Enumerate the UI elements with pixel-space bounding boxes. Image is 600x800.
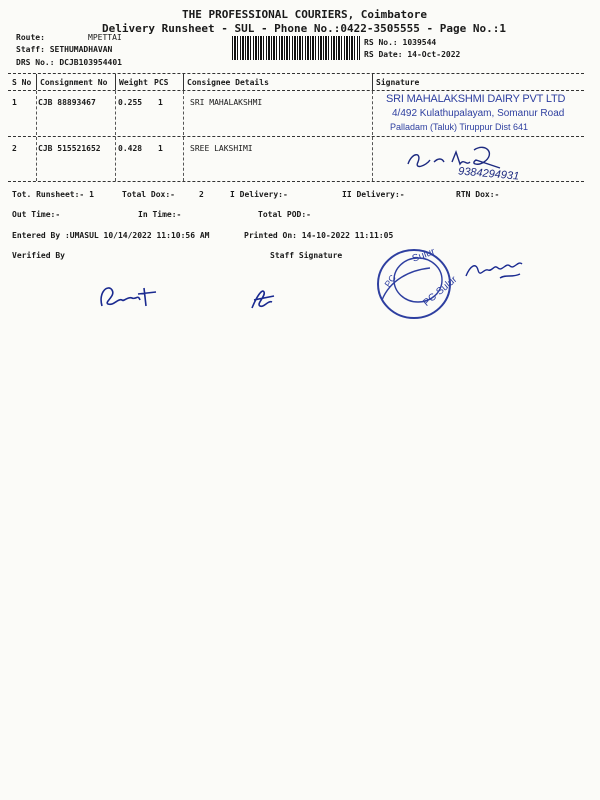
runsheet-subtitle: Delivery Runsheet - SUL - Phone No.:0422-3505555 - Page No.:1 [102,22,506,35]
total-runsheet: Tot. Runsheet:- 1 [12,190,94,199]
ii-delivery: II Delivery:- [342,190,405,199]
row1-weight: 0.255 [118,98,143,107]
rtn-dox: RTN Dox:- [456,190,500,199]
seal-bottom-text: PC-Sulur [421,274,460,309]
col-divider [183,91,184,181]
row2-consignment: CJB 515521652 [38,144,101,153]
staff-name: Staff: SETHUMADHAVAN [16,45,113,54]
col-divider [36,91,37,181]
stamp-address: 4/492 Kulathupalayam, Somanur Road [392,108,565,119]
col-divider [372,74,373,90]
col-divider [115,74,116,90]
rs-number: RS No.: 1039544 [364,38,437,47]
total-dox-label: Total Dox:- [122,190,175,199]
handwritten-phone: 9384294931 [457,165,520,183]
in-time: In Time:- [138,210,182,219]
row2-consignee: SREE LAKSHIMI [190,144,253,153]
seal-signature [460,252,530,286]
col-header-consignee: Consignee Details [187,78,269,87]
total-dox-value: 2 [199,190,204,199]
seal-left-text: PC [382,273,398,289]
col-header-pcs: PCS [154,78,169,87]
barcode [232,36,360,60]
seal-top-text: Sulur [410,246,437,265]
entered-by: Entered By :UMASUL 10/14/2022 11:10:56 AM [12,231,210,240]
verified-by: Verified By [12,251,65,260]
col-divider [36,74,37,90]
printed-on: Printed On: 14-10-2022 11:11:05 [244,231,394,240]
row1-consignment: CJB 88893467 [38,98,96,107]
total-pod: Total POD:- [258,210,311,219]
company-title: THE PROFESSIONAL COURIERS, Coimbatore [182,8,428,21]
col-header-signature: Signature [376,78,420,87]
route-label: Route: [16,33,45,42]
row1-pcs: 1 [158,98,163,107]
receiver-signature [400,140,510,176]
row2-sno: 2 [12,144,17,153]
row1-consignee: SRI MAHALAKSHMI [190,98,263,107]
route-value: MPETTAI [88,33,122,42]
row2-pcs: 1 [158,144,163,153]
out-time: Out Time:- [12,210,61,219]
stamp-district: Palladam (Taluk) Tiruppur Dist 641 [390,122,529,132]
col-divider [372,91,373,181]
stamp-company-name: SRI MAHALAKSHMI DAIRY PVT LTD [386,93,566,105]
staff-signature [244,282,284,314]
col-divider [115,91,116,181]
staff-signature-label: Staff Signature [270,251,343,260]
verifier-signature [94,276,166,312]
col-header-sno: S No [12,78,32,87]
col-header-consignment: Consignment No [40,78,108,87]
drs-number: DRS No.: DCJB103954401 [16,58,122,67]
i-delivery: I Delivery:- [230,190,288,199]
row-divider [8,136,584,137]
table-bottom-rule [8,181,584,182]
col-divider [183,74,184,90]
row1-sno: 1 [12,98,17,107]
rs-date: RS Date: 14-Oct-2022 [364,50,461,59]
row2-weight: 0.428 [118,144,143,153]
table-header-rule [8,90,584,91]
table-top-rule [8,73,584,74]
col-header-weight: Weight [119,78,148,87]
